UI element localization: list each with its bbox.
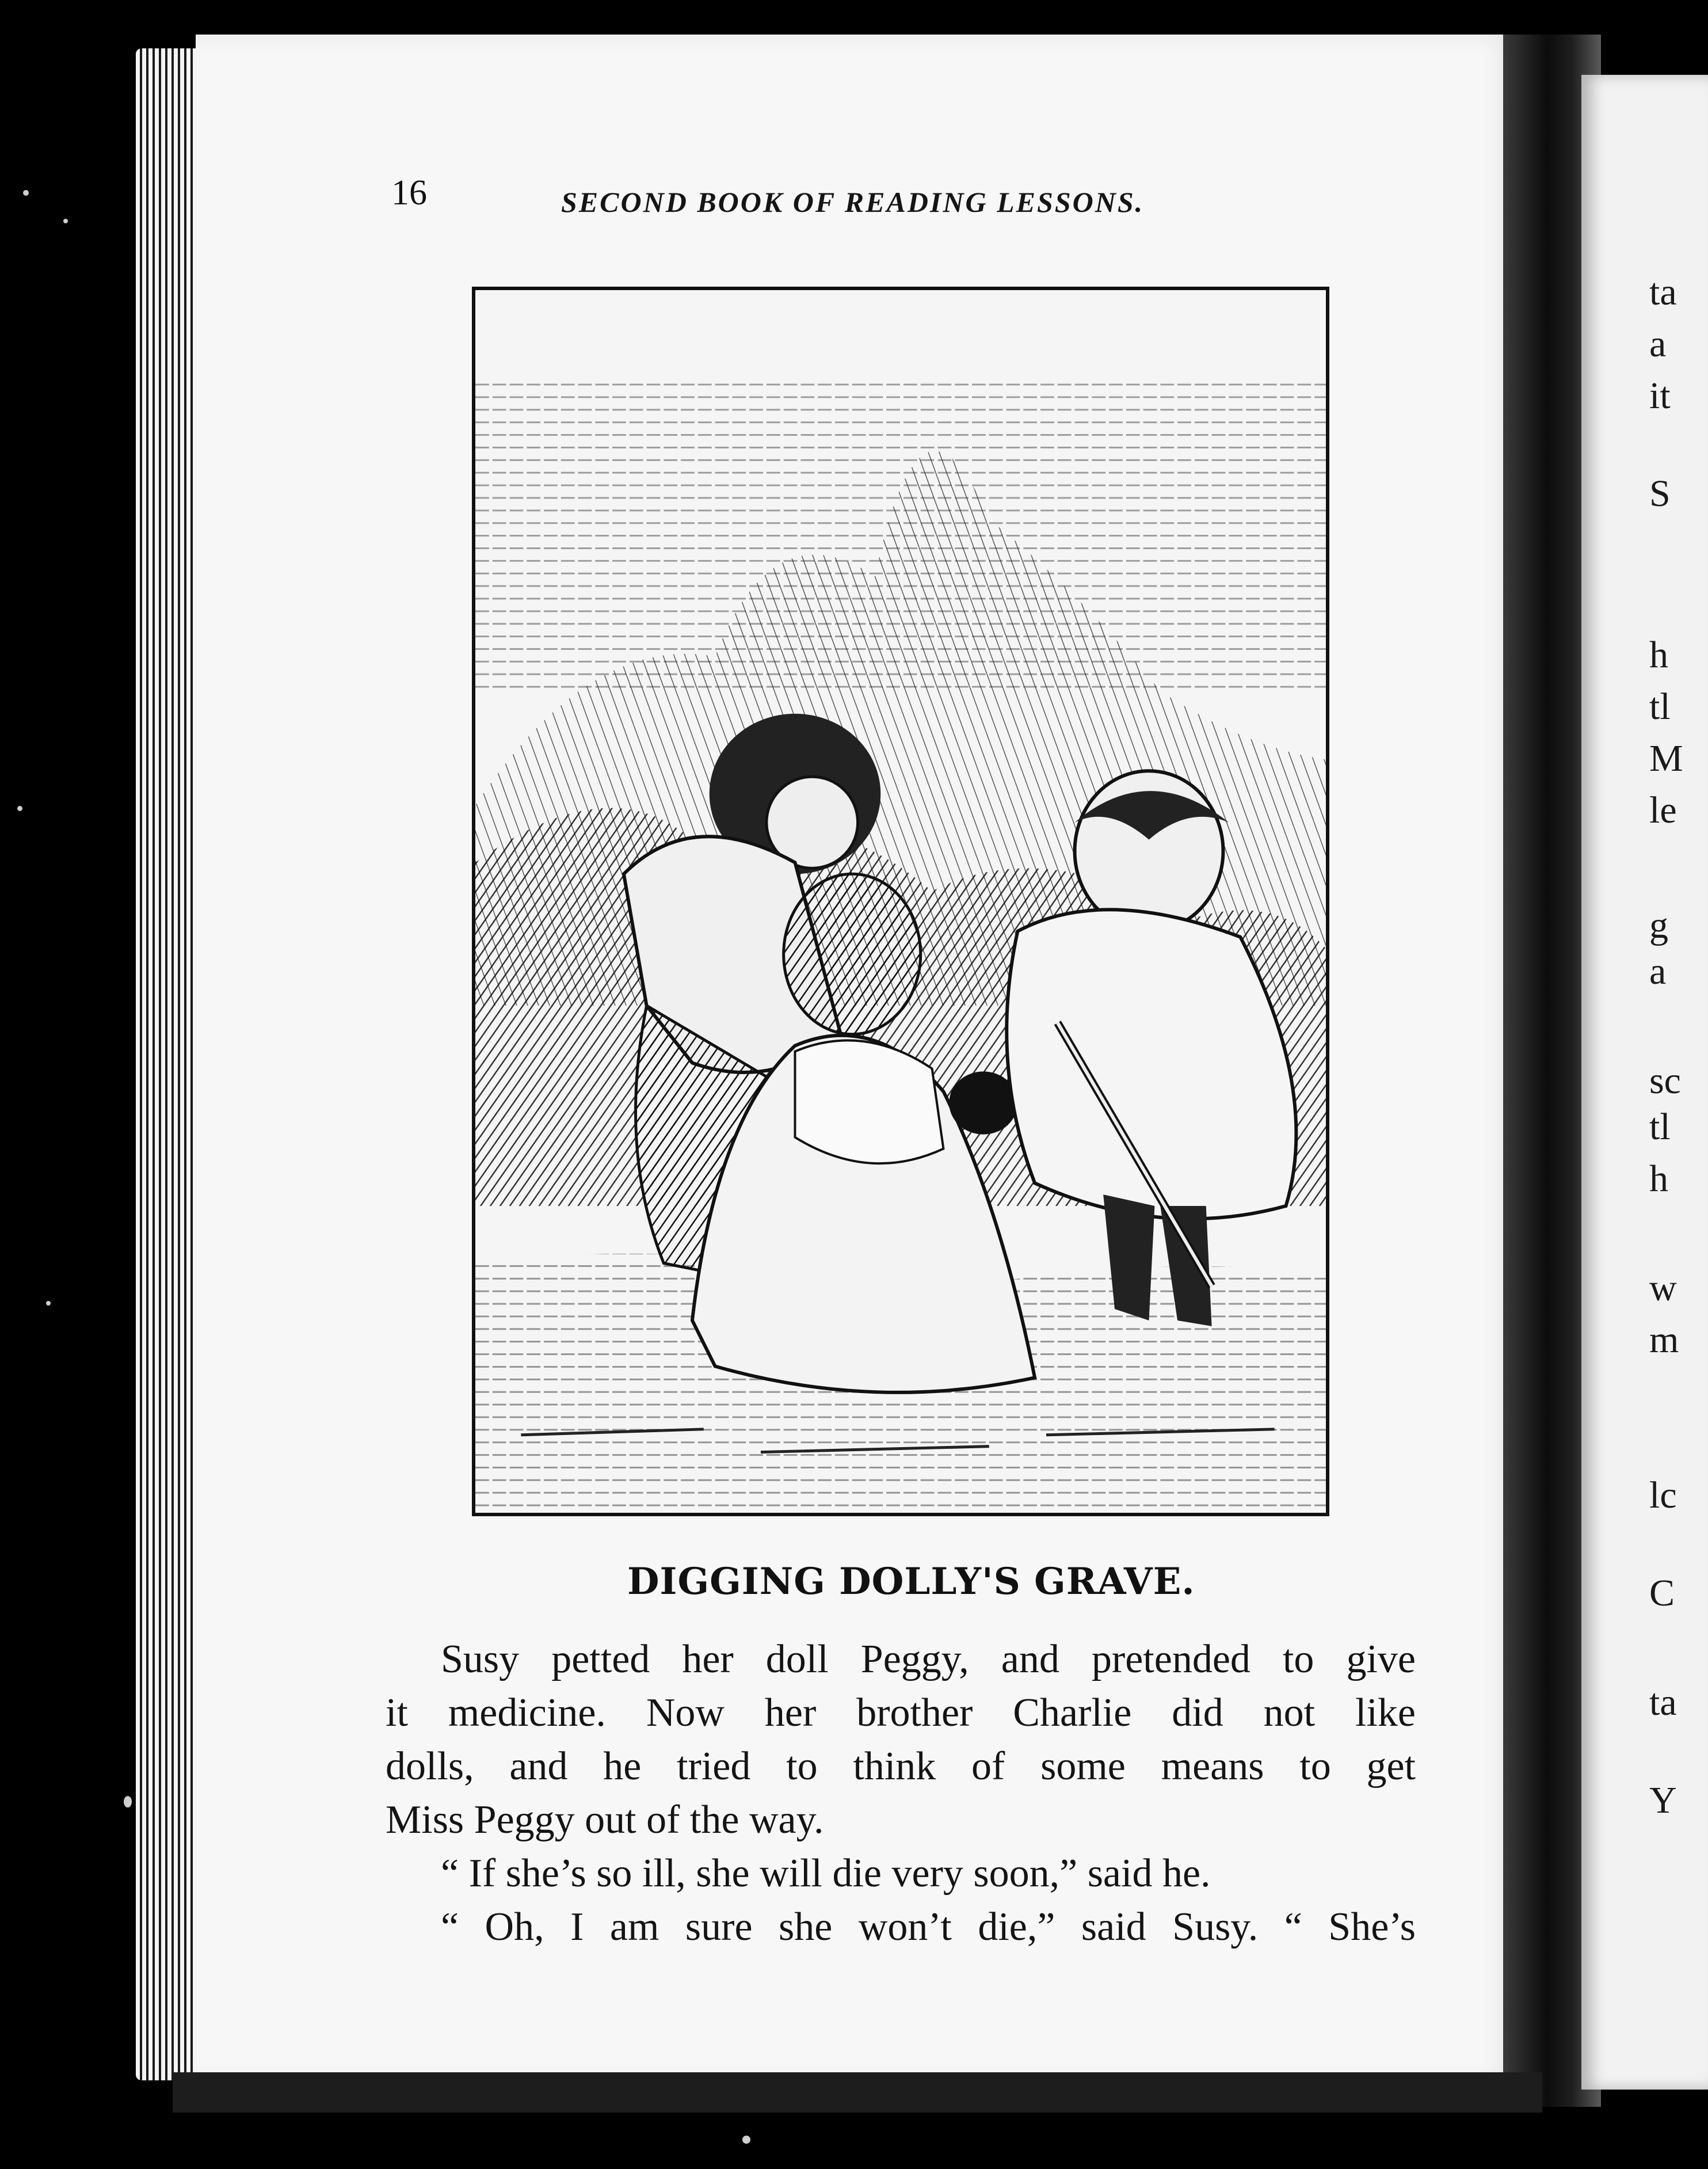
page-edges [136, 48, 199, 2080]
facing-page-fragment: lc [1649, 1474, 1677, 1516]
facing-page-fragment: tl [1649, 686, 1671, 728]
facing-page-fragment: h [1649, 1158, 1668, 1200]
dust-speck [63, 219, 68, 223]
facing-page-fragment: h [1649, 634, 1668, 676]
facing-page-fragment: a [1649, 323, 1667, 365]
facing-page-fragment: le [1649, 789, 1677, 831]
facing-page-fragment: g [1649, 904, 1668, 946]
dust-speck [742, 2136, 750, 2144]
text-line: “ Oh, I am sure she won’t die,” said Susy. “ She’s [441, 1905, 1416, 1949]
lesson-body [386, 1633, 1416, 1954]
facing-page-fragment: C [1649, 1572, 1675, 1614]
facing-page-fragment: S [1649, 473, 1671, 515]
facing-page-fragment: Y [1649, 1779, 1677, 1821]
text-line: Miss Peggy out of the way. [386, 1798, 824, 1842]
text-line: “ If she’s so ill, she will die very soon,” said he. [441, 1851, 1211, 1896]
running-title: SECOND BOOK OF READING LESSONS. [561, 186, 1145, 218]
dust-speck [46, 1301, 51, 1306]
right-page [1581, 75, 1708, 2090]
dust-speck [23, 190, 29, 196]
engraving-children-digging-grave-icon [475, 290, 1326, 1513]
facing-page-fragment: sc [1649, 1060, 1681, 1102]
facing-page-fragment: M [1649, 737, 1683, 779]
text-line: dolls, and he tried to think of some means to get [386, 1744, 1416, 1789]
page-bottom-edge [173, 2072, 1542, 2113]
lesson-title: DIGGING DOLLY'S GRAVE. [627, 1560, 1195, 1603]
facing-page-fragment: it [1649, 375, 1671, 417]
facing-page-fragment: tl [1649, 1106, 1671, 1148]
engraving-illustration [472, 287, 1329, 1516]
facing-page-fragment: ta [1649, 271, 1677, 313]
text-line: Susy petted her doll Peggy, and pretended to give [441, 1637, 1416, 1681]
facing-page-fragment: ta [1649, 1681, 1677, 1723]
dust-speck [124, 1796, 132, 1807]
facing-page-fragment: w [1649, 1267, 1677, 1309]
page-number: 16 [391, 173, 427, 212]
facing-page-fragment: a [1649, 950, 1667, 992]
facing-page-fragment: m [1649, 1319, 1679, 1361]
dust-speck [17, 806, 22, 811]
text-line: it medicine. Now her brother Charlie did not like [386, 1691, 1416, 1735]
